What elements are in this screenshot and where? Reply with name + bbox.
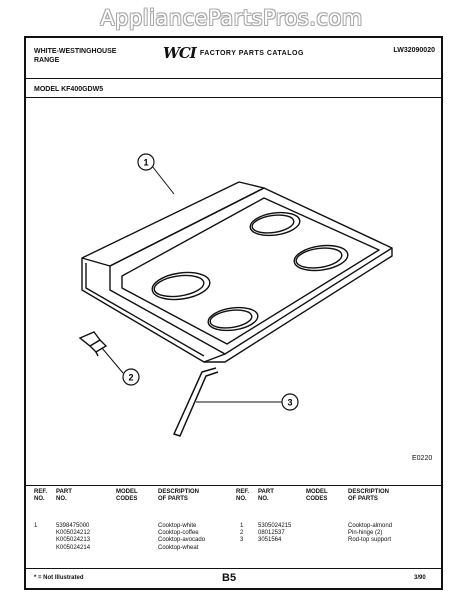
callout-2: [123, 369, 139, 385]
table-row: 3051564: [258, 537, 282, 544]
footnote: * = Not Illustrated: [34, 575, 84, 581]
part-number-column: [258, 523, 291, 545]
column-header-description: DESCRIPTION OF PARTS: [158, 489, 200, 503]
column-header-part: PART NO.: [56, 489, 72, 503]
ref-column: 1 2 3: [240, 523, 244, 544]
callout-3: [282, 394, 298, 410]
description-column: Cooktop-white Cooktop-coffee Cooktop-avocado Cooktop-wheat: [158, 523, 206, 551]
parts-table-left: [34, 489, 234, 569]
callout-leaders: [102, 166, 282, 402]
page-number: B5: [222, 572, 237, 584]
catalog-number: LW32090020: [393, 47, 435, 54]
column-header-part: PART NO.: [258, 489, 274, 503]
brand-name: WHITE-WESTINGHOUSE: [34, 48, 117, 55]
model-rule: [24, 97, 443, 98]
revision-date: 3/90: [414, 575, 426, 581]
svg-text:3: 3: [287, 397, 293, 408]
ref-column: 1: [34, 523, 38, 529]
table-row: 08012537: [258, 530, 285, 537]
column-header-description: DESCRIPTION OF PARTS: [348, 489, 390, 503]
wci-logo: WCI: [163, 44, 196, 62]
catalog-header: [163, 44, 304, 62]
table-top-rule: [24, 485, 443, 486]
burner-openings: [150, 210, 349, 334]
svg-text:2: 2: [128, 372, 134, 383]
hinge-pin-drawing: [80, 332, 106, 356]
svg-text:1: 1: [143, 157, 149, 168]
header-rule: [24, 78, 443, 79]
table-row: K005024212: [56, 530, 91, 537]
figure-code: E0220: [412, 455, 433, 462]
column-header-ref: REF. NO.: [34, 489, 48, 503]
callout-1: [138, 154, 154, 170]
table-row: 5305024215: [258, 523, 292, 529]
product-type: RANGE: [34, 57, 60, 64]
part-number-column: [56, 523, 90, 552]
watermark-text: AppliancePartsPros.com: [100, 6, 363, 30]
column-header-model: MODEL CODES: [306, 489, 328, 503]
brand-block: [34, 47, 116, 65]
description-column: Cooktop-almond Pin-hinge (2) Rod-top support: [348, 523, 393, 544]
catalog-title: FACTORY PARTS CATALOG: [199, 49, 304, 57]
table-row: K005024214: [56, 544, 91, 551]
column-header-ref: REF. NO.: [236, 489, 250, 503]
cooktop-exploded-diagram: [24, 100, 443, 470]
column-header-model: MODEL CODES: [116, 489, 138, 503]
table-row: 5398475000: [56, 523, 90, 529]
table-row: K005024213: [56, 537, 91, 544]
parts-table-right: [236, 489, 436, 569]
model-number: MODEL KF400GDW5: [34, 86, 104, 93]
cooktop-outline: [82, 182, 392, 362]
footer-rule: [24, 568, 443, 569]
